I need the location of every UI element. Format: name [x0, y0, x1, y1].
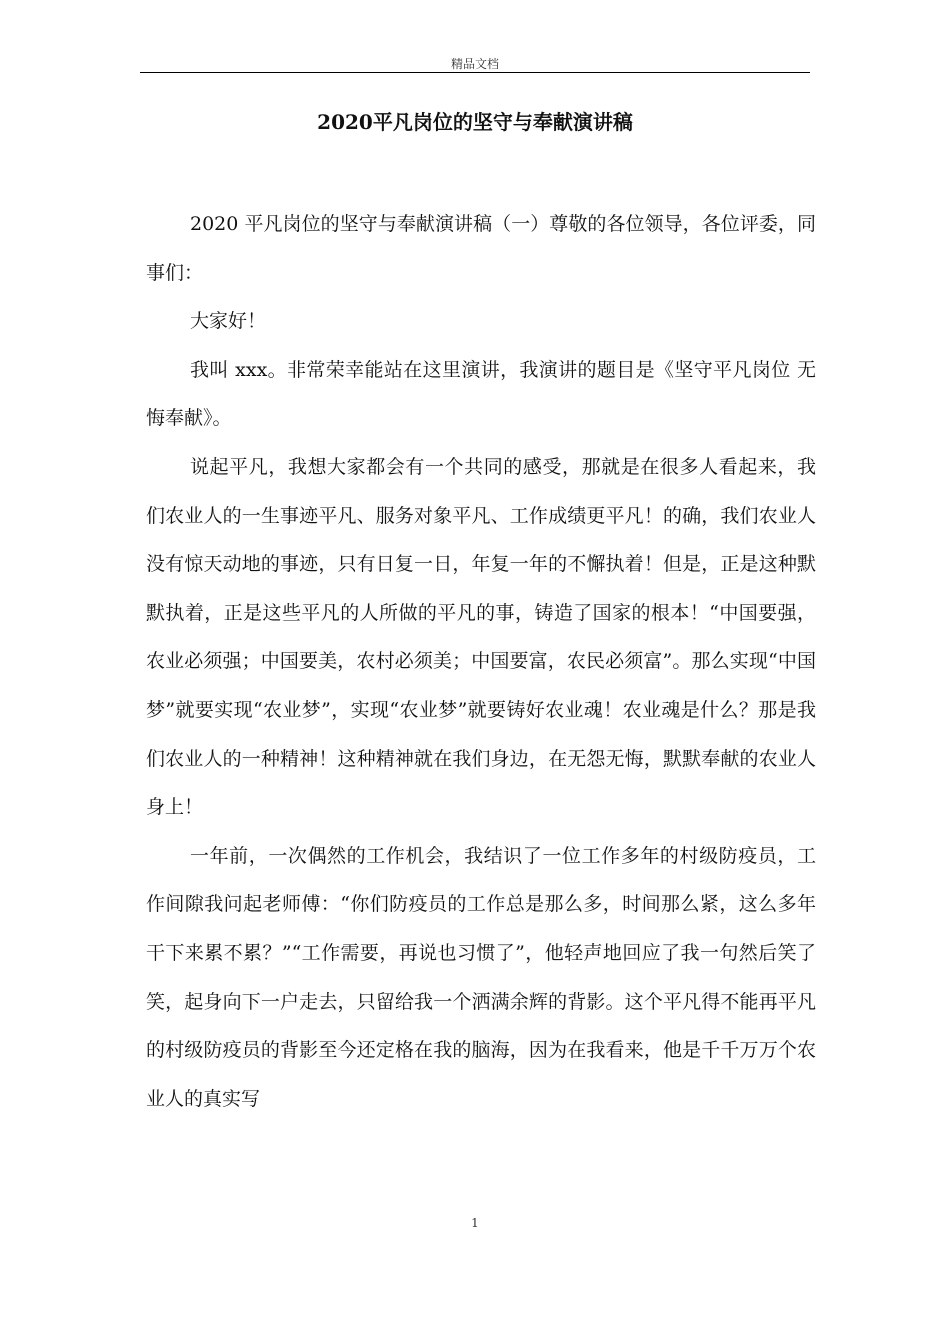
header-divider [140, 72, 810, 73]
paragraph-story: 一年前，一次偶然的工作机会，我结识了一位工作多年的村级防疫员，工作间隙我问起老师傅：“你们防疫员的工作总是那么多，时间那么紧，这么多年干下来累不累？”“工作需要，再说也习惯了”，他轻声地回应了我一句然后笑了笑，起身向下一户走去，只留给我一个洒满余辉的背影。这个平凡得不能再平凡的村级防疫员的背影至今还定格在我的脑海，因为在我看来，他是千千万万个农业人的真实写 [146, 844, 816, 1110]
paragraph-introduction: 我叫 xxx。非常荣幸能站在这里演讲，我演讲的题目是《坚守平凡岗位 无悔奉献》。 [146, 358, 816, 430]
document-title: 2020平凡岗位的坚守与奉献演讲稿 [317, 110, 633, 134]
paragraph-ordinary: 说起平凡，我想大家都会有一个共同的感受，那就是在很多人看起来，我们农业人的一生事迹平凡、服务对象平凡、工作成绩更平凡！的确，我们农业人没有惊天动地的事迹，只有日复一日，年复一年的不懈执着！但是，正是这种默默执着，正是这些平凡的人所做的平凡的事，铸造了国家的根本！“中国要强，农业必须强；中国要美，农村必须美；中国要富，农民必须富”。那么实现“中国梦”就要实现“农业梦”，实现“农业梦”就要铸好农业魂！农业魂是什么？那是我们农业人的一种精神！这种精神就在我们身边，在无怨无悔，默默奉献的农业人身上！ [146, 455, 816, 819]
paragraph-greeting: 大家好！ [190, 310, 267, 333]
paragraph-salutation: 2020 平凡岗位的坚守与奉献演讲稿（一）尊敬的各位领导，各位评委，同事们： [146, 213, 816, 284]
page-header-label: 精品文档 [450, 57, 499, 71]
document-body [146, 200, 816, 1123]
page-number: 1 [471, 1216, 479, 1230]
